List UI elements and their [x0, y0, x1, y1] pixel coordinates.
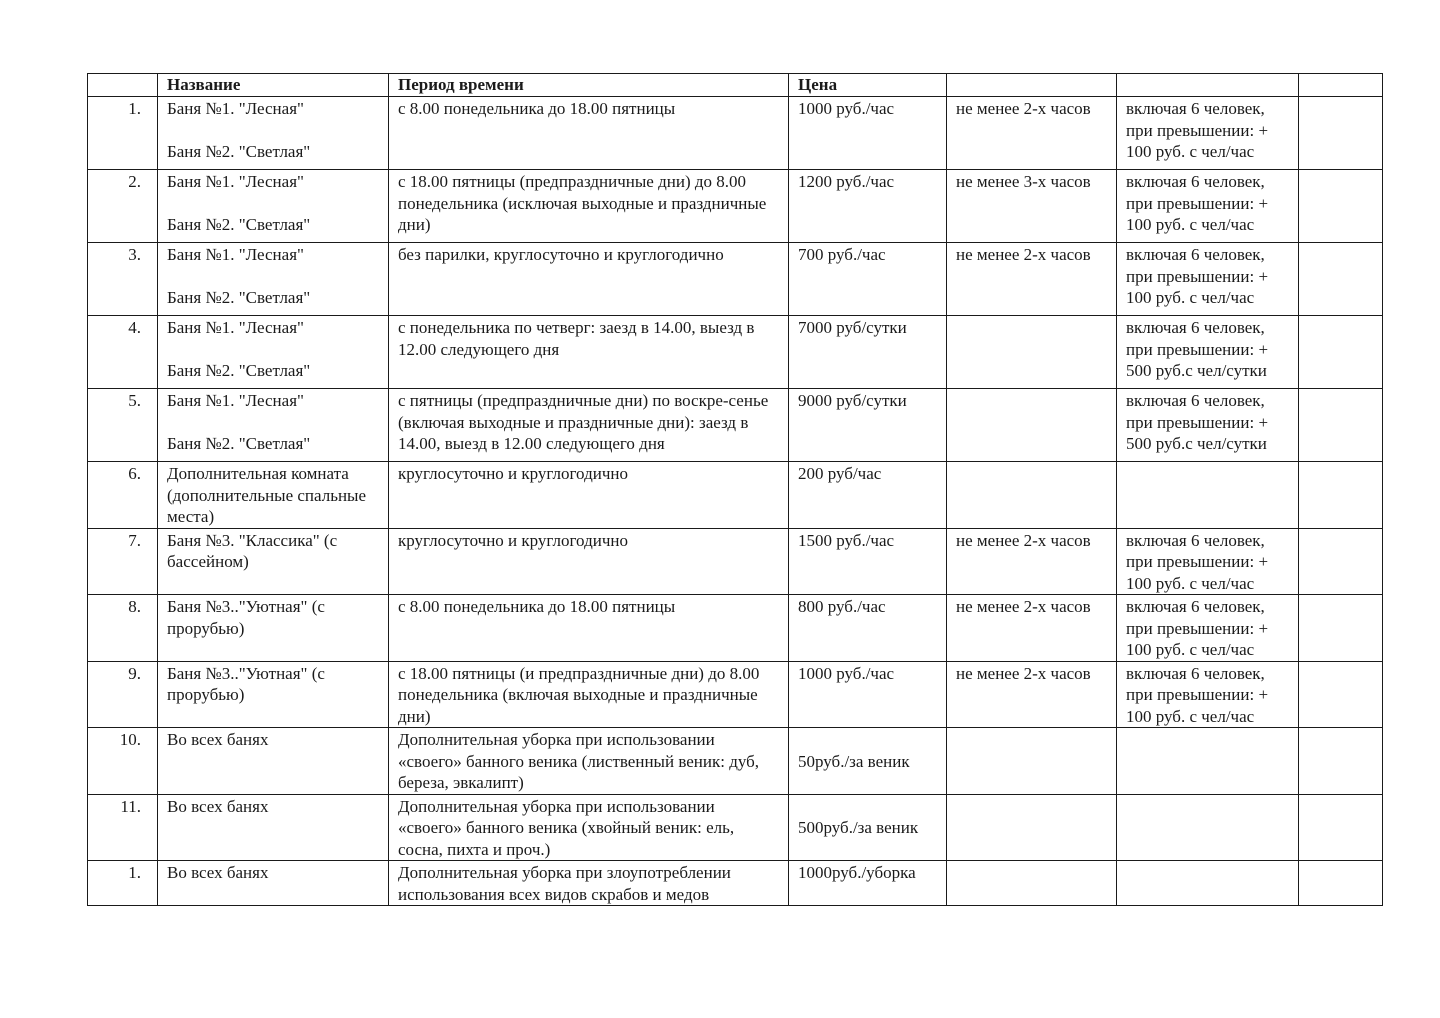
row-number: 7.: [88, 528, 158, 595]
row-name: Баня №1. "Лесная" Баня №2. "Светлая": [158, 243, 389, 316]
table-row: [88, 389, 1383, 462]
header-price: Цена: [789, 74, 947, 97]
row-price: 7000 руб/сутки: [789, 316, 947, 389]
table-row: [88, 462, 1383, 529]
row-note: включая 6 человек, при превышении: + 100 руб. с чел/час: [1117, 97, 1299, 170]
row-name: Баня №1. "Лесная" Баня №2. "Светлая": [158, 97, 389, 170]
row-name: Баня №3.."Уютная" (с прорубью): [158, 661, 389, 728]
row-min-duration: не менее 3-х часов: [947, 170, 1117, 243]
row-min-duration: не менее 2-х часов: [947, 595, 1117, 662]
row-extra: [1299, 243, 1383, 316]
row-period: круглосуточно и круглогодично: [389, 462, 789, 529]
row-extra: [1299, 661, 1383, 728]
row-min-duration: не менее 2-х часов: [947, 661, 1117, 728]
row-note: [1117, 794, 1299, 861]
row-extra: [1299, 861, 1383, 906]
row-price: 1500 руб./час: [789, 528, 947, 595]
row-period: без парилки, круглосуточно и круглогодично: [389, 243, 789, 316]
row-period: с 18.00 пятницы (предпраздничные дни) до 8.00 понедельника (исключая выходные и праздничные дни): [389, 170, 789, 243]
row-extra: [1299, 462, 1383, 529]
row-min-duration: [947, 389, 1117, 462]
row-price: 9000 руб/сутки: [789, 389, 947, 462]
table-row: [88, 794, 1383, 861]
header-period: Период времени: [389, 74, 789, 97]
row-extra: [1299, 728, 1383, 795]
row-note: [1117, 728, 1299, 795]
table-row: [88, 316, 1383, 389]
row-extra: [1299, 528, 1383, 595]
row-min-duration: не менее 2-х часов: [947, 97, 1117, 170]
row-period: Дополнительная уборка при использовании «своего» банного веника (хвойный веник: ель, сосна, пихта и проч.): [389, 794, 789, 861]
row-period: Дополнительная уборка при злоупотреблении использования всех видов скрабов и медов: [389, 861, 789, 906]
row-number: 9.: [88, 661, 158, 728]
table-row: [88, 97, 1383, 170]
row-period: круглосуточно и круглогодично: [389, 528, 789, 595]
table-row: [88, 661, 1383, 728]
row-extra: [1299, 595, 1383, 662]
row-period: с пятницы (предпраздничные дни) по воскре-сенье (включая выходные и праздничные дни): заезд в 14.00, выезд в 12.00 следующего дня: [389, 389, 789, 462]
row-number: 6.: [88, 462, 158, 529]
table-row: [88, 595, 1383, 662]
row-min-duration: [947, 316, 1117, 389]
row-note: включая 6 человек, при превышении: + 100 руб. с чел/час: [1117, 243, 1299, 316]
row-note: включая 6 человек, при превышении: + 100 руб. с чел/час: [1117, 595, 1299, 662]
row-period: с 18.00 пятницы (и предпраздничные дни) до 8.00 понедельника (включая выходные и праздничные дни): [389, 661, 789, 728]
row-name: Баня №1. "Лесная" Баня №2. "Светлая": [158, 316, 389, 389]
row-note: включая 6 человек, при превышении: + 500 руб.с чел/сутки: [1117, 389, 1299, 462]
row-price: 500руб./за веник: [789, 794, 947, 861]
row-name: Во всех банях: [158, 728, 389, 795]
row-note: [1117, 462, 1299, 529]
row-number: 3.: [88, 243, 158, 316]
row-price: 200 руб/час: [789, 462, 947, 529]
row-extra: [1299, 389, 1383, 462]
header-num: [88, 74, 158, 97]
row-price: 1000руб./уборка: [789, 861, 947, 906]
table-row: [88, 528, 1383, 595]
header-extra: [1299, 74, 1383, 97]
row-min-duration: [947, 462, 1117, 529]
row-name: Баня №3.."Уютная" (с прорубью): [158, 595, 389, 662]
table-row: [88, 861, 1383, 906]
row-price: 1000 руб./час: [789, 97, 947, 170]
row-period: с 8.00 понедельника до 18.00 пятницы: [389, 97, 789, 170]
table-row: [88, 170, 1383, 243]
row-name: Баня №1. "Лесная" Баня №2. "Светлая": [158, 389, 389, 462]
row-extra: [1299, 97, 1383, 170]
row-note: [1117, 861, 1299, 906]
row-min-duration: не менее 2-х часов: [947, 528, 1117, 595]
row-name: Баня №1. "Лесная" Баня №2. "Светлая": [158, 170, 389, 243]
row-period: Дополнительная уборка при использовании «своего» банного веника (лиственный веник: дуб, береза, эвкалипт): [389, 728, 789, 795]
row-note: включая 6 человек, при превышении: + 100 руб. с чел/час: [1117, 170, 1299, 243]
row-min-duration: [947, 794, 1117, 861]
row-min-duration: [947, 861, 1117, 906]
row-price: 1200 руб./час: [789, 170, 947, 243]
row-price: 50руб./за веник: [789, 728, 947, 795]
table-row: [88, 243, 1383, 316]
header-name: Название: [158, 74, 389, 97]
row-note: включая 6 человек, при превышении: + 500 руб.с чел/сутки: [1117, 316, 1299, 389]
row-number: 1.: [88, 861, 158, 906]
row-price: 800 руб./час: [789, 595, 947, 662]
header-row: [88, 74, 1383, 97]
header-note: [1117, 74, 1299, 97]
row-number: 8.: [88, 595, 158, 662]
price-table: [87, 73, 1383, 906]
row-extra: [1299, 316, 1383, 389]
row-name: Дополнительная комната (дополнительные спальные места): [158, 462, 389, 529]
row-number: 2.: [88, 170, 158, 243]
row-note: включая 6 человек, при превышении: + 100 руб. с чел/час: [1117, 528, 1299, 595]
row-min-duration: [947, 728, 1117, 795]
table-row: [88, 728, 1383, 795]
row-number: 1.: [88, 97, 158, 170]
row-name: Во всех банях: [158, 794, 389, 861]
row-number: 5.: [88, 389, 158, 462]
row-price: 1000 руб./час: [789, 661, 947, 728]
row-name: Во всех банях: [158, 861, 389, 906]
row-min-duration: не менее 2-х часов: [947, 243, 1117, 316]
row-extra: [1299, 794, 1383, 861]
row-number: 11.: [88, 794, 158, 861]
row-period: с понедельника по четверг: заезд в 14.00, выезд в 12.00 следующего дня: [389, 316, 789, 389]
header-min: [947, 74, 1117, 97]
row-period: с 8.00 понедельника до 18.00 пятницы: [389, 595, 789, 662]
row-price: 700 руб./час: [789, 243, 947, 316]
row-number: 10.: [88, 728, 158, 795]
row-extra: [1299, 170, 1383, 243]
row-note: включая 6 человек, при превышении: + 100 руб. с чел/час: [1117, 661, 1299, 728]
row-name: Баня №3. "Классика" (с бассейном): [158, 528, 389, 595]
row-number: 4.: [88, 316, 158, 389]
